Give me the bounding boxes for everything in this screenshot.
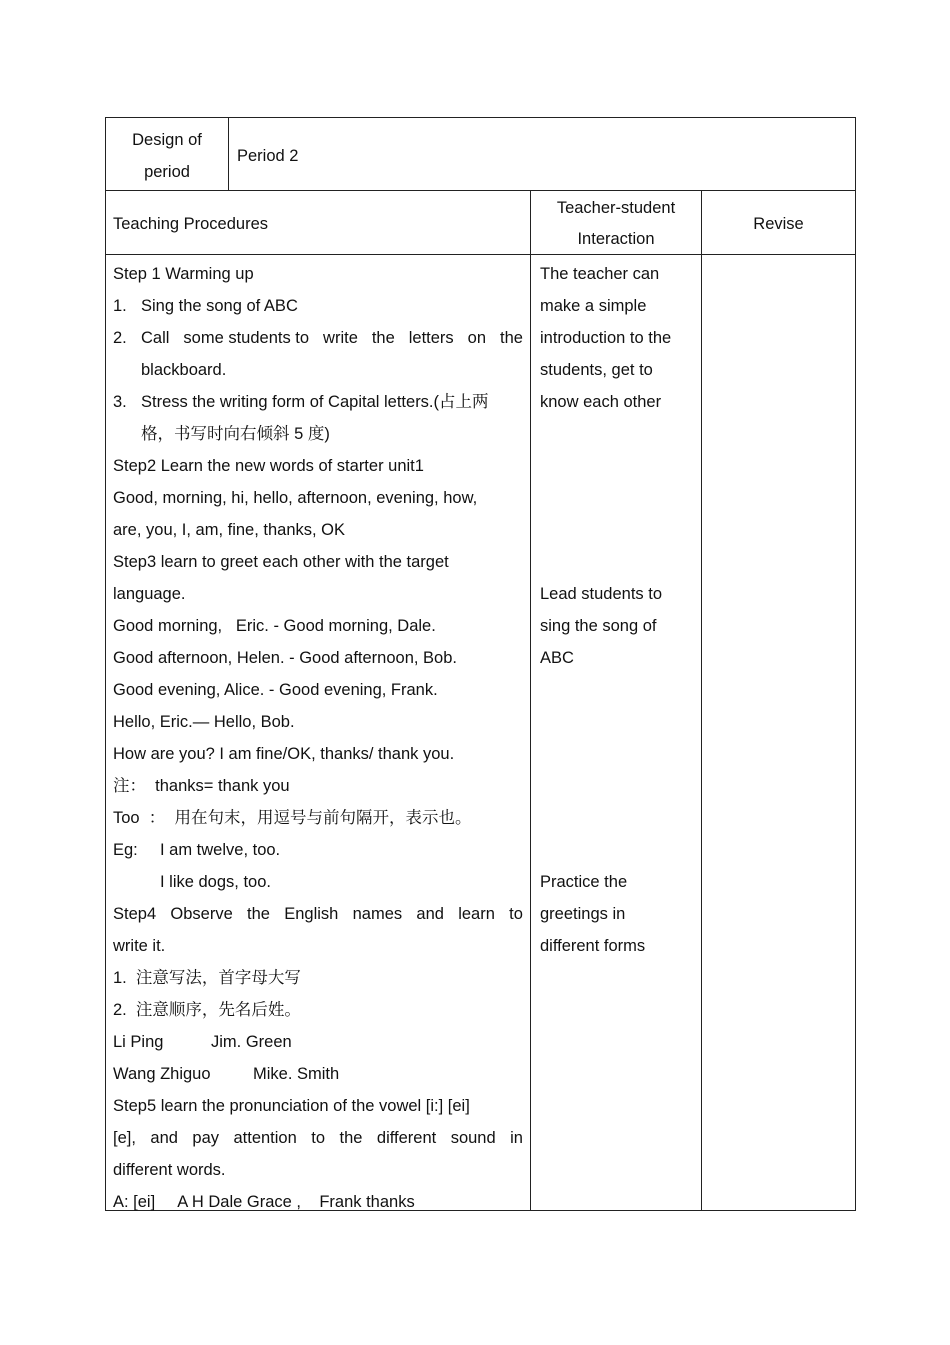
column-header-procedures: Teaching Procedures — [113, 215, 269, 233]
interaction-block-1: The teacher can make a simple introduction to the students, get to know each other — [540, 265, 672, 411]
col-divider-interaction — [701, 190, 702, 1210]
column-header-revise: Revise — [753, 215, 804, 233]
column-header-interaction: Teacher-student Interaction — [556, 199, 676, 248]
list-item: 3. Stress the writing form of Capital letters.(占上两 — [113, 393, 489, 411]
step5-title: Step5 learn the pronunciation of the vowel [i:] [ei] — [113, 1097, 470, 1115]
interaction-block-2: Lead students to sing the song of ABC — [540, 585, 663, 667]
step3-title: Step3 learn to greet each other with the target — [113, 553, 449, 571]
step1-title: Step 1 Warming up — [113, 265, 254, 283]
row-divider-columns — [106, 254, 855, 255]
procedures-content: Step 1 Warming up 1. Sing the song of ABC 2. Call some students to write the letters on the blackboard. 3. Stress the writing form of Capital letters.(占上两 格，书写时向右倾斜 5 度) Step2 Learn the new words of starter unit1 Good, morning, hi, hello, afternoon, evening, how, are, you, I, am, fine, thanks, OK Step3 learn to greet each other with the target language. Good morning, Eric. - Good morning, Dale. Good afternoon, Helen. - Good afternoon, Bob. Good evening, Alice. - Good evening, Frank. Hello, Eric.— Hello, Bob. How are you? I am fine/OK, thanks/ thank you. 注： thanks= thank you Too ： 用在句末，用逗号与前句隔开，表示也。 Eg: I am twelve, too. I like dogs, too. Step4 Observe the English names and learn to write it. 1. 注意写法，首字母大写 2. 注意顺序，先名后姓。 Li Ping Jim. Green Wang Zhiguo Mike. Smith Step5 learn the pronunciation of the vowel [i:] [ei] [e], and pay attention to the different sound in different words. A: [ei] A H Dale Grace , Frank thanks — [113, 258, 523, 1218]
design-of-period-label: Design of period — [132, 131, 202, 181]
col-divider-procedures — [530, 190, 531, 1210]
lesson-plan-table — [105, 117, 856, 1211]
step4-title: Step4 Observe the English names and learn to — [113, 905, 523, 923]
row-divider-header — [106, 190, 855, 191]
step2-title: Step2 Learn the new words of starter unit1 — [113, 457, 424, 475]
col-divider-design — [228, 118, 229, 190]
list-item: 1. Sing the song of ABC — [113, 297, 298, 315]
list-item: 2. Call some students to write the letters on the — [113, 329, 523, 347]
period-value: Period 2 — [237, 147, 299, 165]
interaction-block-3: Practice the greetings in different forms — [540, 873, 646, 955]
